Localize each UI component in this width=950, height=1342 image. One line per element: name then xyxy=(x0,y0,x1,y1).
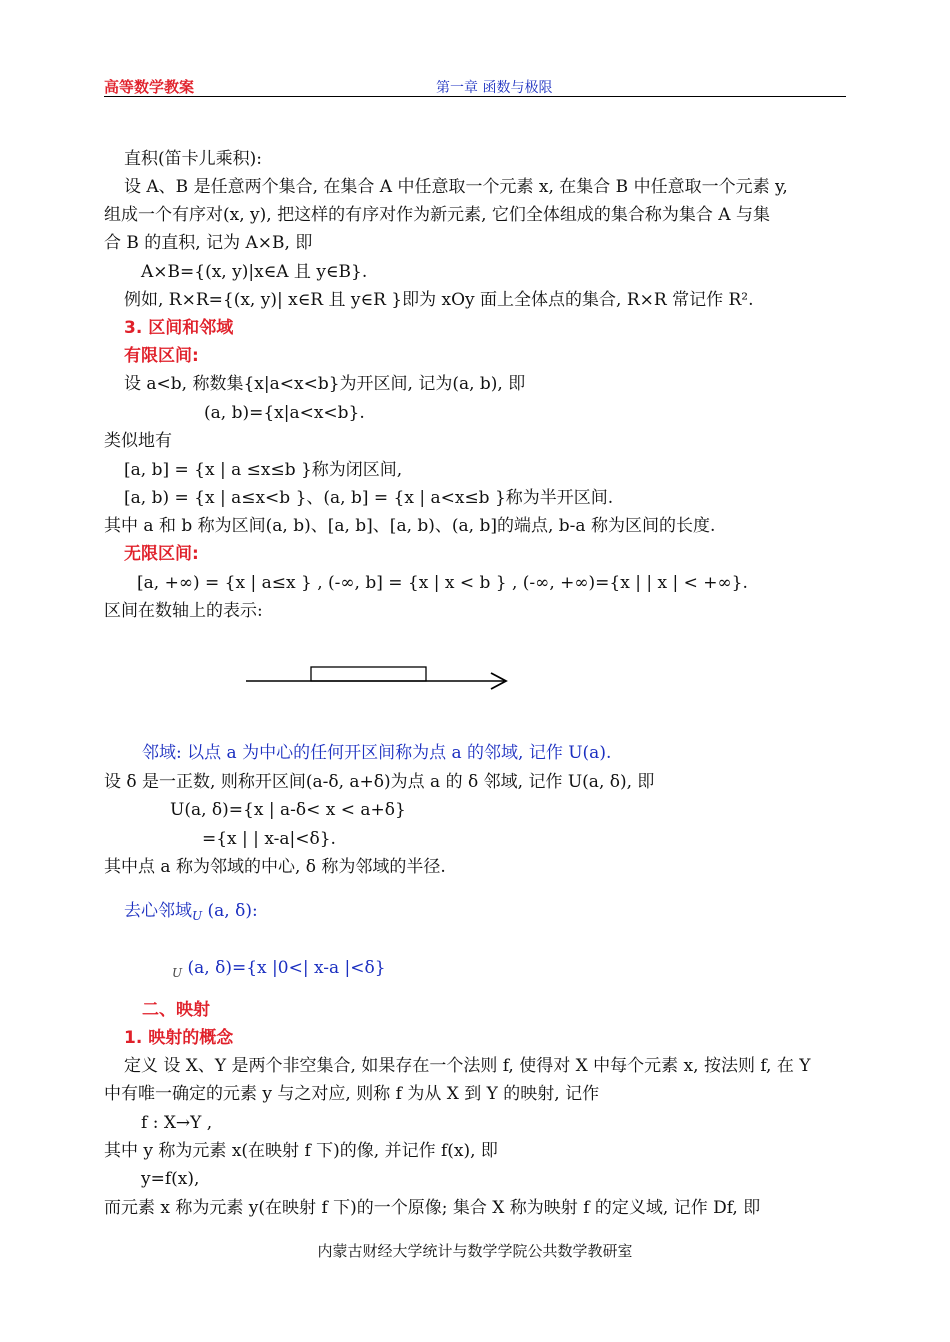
text-line: 其中点 a 称为邻域的中心, δ 称为邻域的半径. xyxy=(104,857,446,877)
text-line: 类似地有 xyxy=(104,431,172,451)
formula-line: y=f(x), xyxy=(141,1169,200,1189)
chapter-section-heading: 二、映射 xyxy=(142,1000,210,1020)
formula-line: U(a, δ)={x | a-δ< x < a+δ} xyxy=(170,800,406,820)
text-line: 而元素 x 称为元素 y(在映射 f 下)的一个原像; 集合 X 称为映射 f 的定义域, 记作 Df, 即 xyxy=(104,1198,761,1218)
text-line: 区间在数轴上的表示: xyxy=(104,601,263,621)
text-line: 直积(笛卡儿乘积): xyxy=(124,149,262,169)
formula-line: [a, +∞) = {x | a≤x } , (-∞, b] = {x | x < b } , (-∞, +∞)={x | | x | < +∞}. xyxy=(137,573,748,593)
formula-line: A×B={(x, y)|x∈A 且 y∈B}. xyxy=(141,262,368,282)
text-line: 设 a<b, 称数集{x|a<x<b}为开区间, 记为(a, b), 即 xyxy=(124,374,526,394)
interval-box xyxy=(311,667,426,681)
text-line: 定义 设 X、Y 是两个非空集合, 如果存在一个法则 f, 使得对 X 中每个元素 x, 按法则 f, 在 Y xyxy=(124,1056,811,1076)
text-line: 合 B 的直积, 记为 A×B, 即 xyxy=(104,233,313,253)
text-line: 中有唯一确定的元素 y 与之对应, 则称 f 为从 X 到 Y 的映射, 记作 xyxy=(104,1084,600,1104)
header-rule xyxy=(104,96,846,97)
u-symbol: U xyxy=(172,966,183,980)
text-line: 其中 a 和 b 称为区间(a, b)、[a, b]、[a, b)、(a, b]的端点, b-a 称为区间的长度. xyxy=(104,516,716,536)
deleted-neighborhood-formula xyxy=(172,957,386,984)
subsection-heading: 无限区间: xyxy=(124,544,199,564)
formula-line: ={x | | x-a|<δ}. xyxy=(202,829,336,849)
header-title: 高等数学教案 xyxy=(104,78,195,96)
u-symbol: U xyxy=(192,909,203,923)
formula-line: [a, b] = {x | a ≤x≤b }称为闭区间, xyxy=(124,460,403,480)
text-line: 例如, R×R={(x, y)| x∈R 且 y∈R }即为 xOy 面上全体点的集合, R×R 常记作 R². xyxy=(124,290,754,310)
formula-line: f : X→Y , xyxy=(141,1113,213,1133)
deleted-neighborhood-set: (a, δ)={x |0<| x-a |<δ} xyxy=(187,958,386,978)
formula-line: [a, b) = {x | a≤x<b }、(a, b] = {x | a<x≤b }称为半开区间. xyxy=(124,488,614,508)
text-line: 设 A、B 是任意两个集合, 在集合 A 中任意取一个元素 x, 在集合 B 中任意取一个元素 y, xyxy=(124,177,788,197)
text-line: 组成一个有序对(x, y), 把这样的有序对作为新元素, 它们全体组成的集合称为集合 A 与集 xyxy=(104,205,770,225)
section-heading: 3. 区间和邻域 xyxy=(124,318,234,338)
deleted-neighborhood-label xyxy=(124,900,258,927)
header-chapter: 第一章 函数与极限 xyxy=(436,80,553,96)
section-heading: 1. 映射的概念 xyxy=(124,1028,234,1048)
deleted-neighborhood-args: (a, δ): xyxy=(207,901,258,921)
neighborhood-definition: 邻域: 以点 a 为中心的任何开区间称为点 a 的邻域, 记作 U(a). xyxy=(142,743,612,763)
subsection-heading: 有限区间: xyxy=(124,346,199,366)
page-footer: 内蒙古财经大学统计与数学学院公共数学教研室 xyxy=(317,1242,633,1260)
text-line: 其中 y 称为元素 x(在映射 f 下)的像, 并记作 f(x), 即 xyxy=(104,1141,498,1161)
number-line-diagram xyxy=(244,660,512,696)
deleted-neighborhood-text: 去心邻域 xyxy=(124,901,192,921)
text-line: 设 δ 是一正数, 则称开区间(a-δ, a+δ)为点 a 的 δ 邻域, 记作 U(a, δ), 即 xyxy=(104,772,655,792)
formula-line: (a, b)={x|a<x<b}. xyxy=(204,403,365,423)
